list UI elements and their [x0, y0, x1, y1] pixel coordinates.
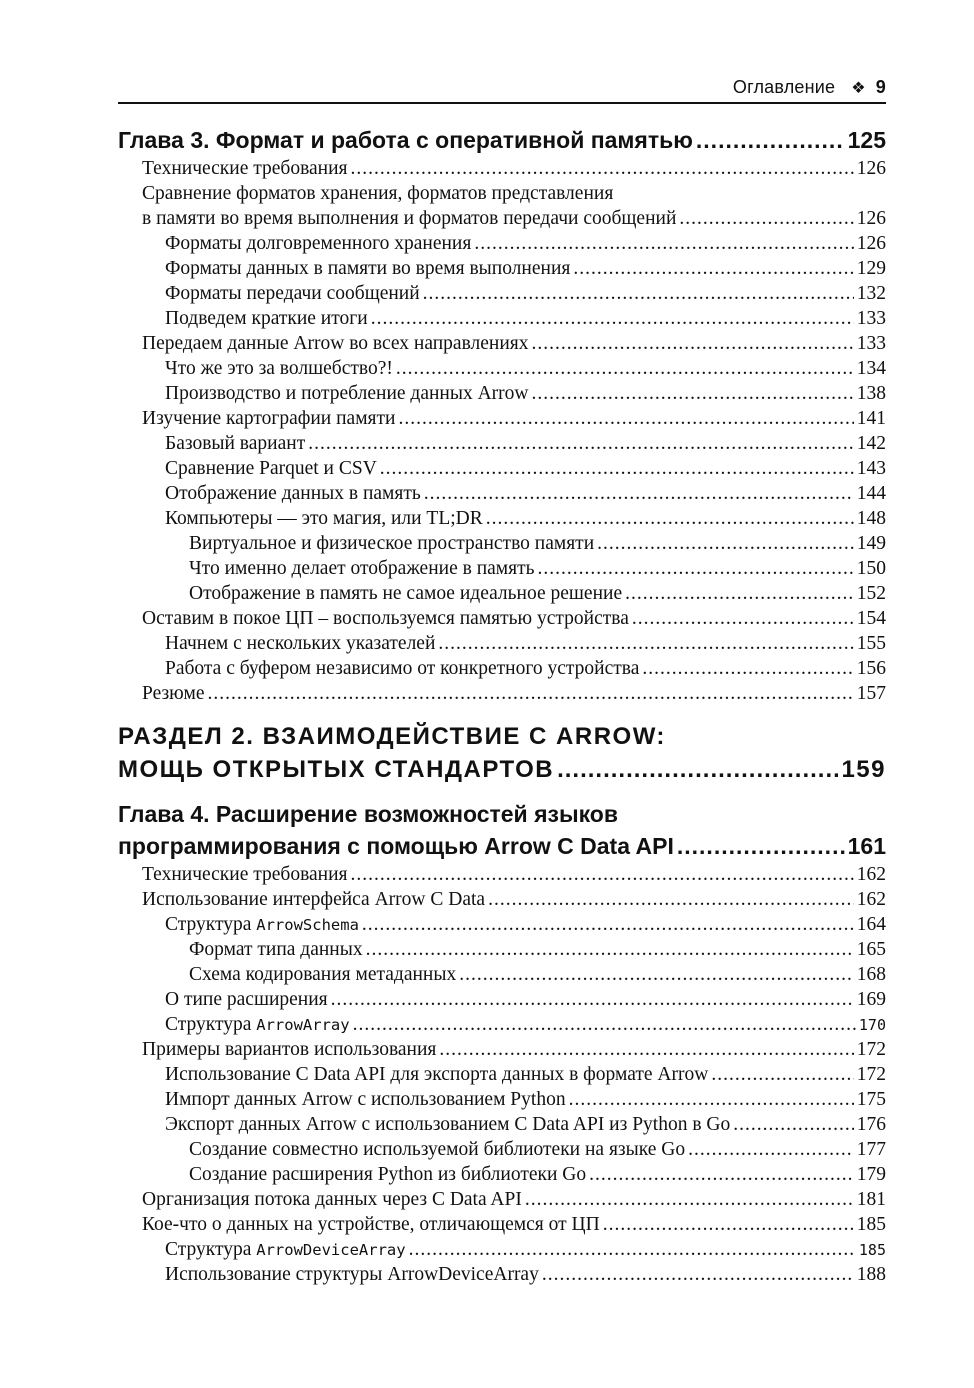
toc-entry[interactable]: [118, 306, 886, 331]
toc-entry-title: Изучение картографии памяти: [142, 408, 396, 429]
toc-entry-title: [165, 1012, 350, 1037]
toc-entry-page: 126: [856, 233, 886, 254]
leader-dots: [625, 581, 854, 606]
leader-dots: [380, 456, 854, 481]
toc-entry[interactable]: [118, 256, 886, 281]
toc-entry-title: [165, 912, 359, 937]
leader-dots: [362, 912, 854, 937]
leader-dots: [353, 1012, 856, 1037]
leader-dots: [557, 753, 838, 786]
toc-entry[interactable]: [118, 1062, 886, 1087]
chapter-4-heading[interactable]: [118, 830, 886, 862]
chapter-3-heading[interactable]: [118, 124, 886, 156]
toc-entry[interactable]: [118, 531, 886, 556]
toc-entry-page: 162: [856, 864, 886, 885]
toc-entry-title: Работа с буфером независимо от конкретного устройства: [165, 658, 640, 679]
header-page-number: 9: [875, 77, 886, 97]
toc-entry[interactable]: [118, 1112, 886, 1137]
toc-entry-page: 152: [856, 583, 886, 604]
leader-dots: [531, 381, 853, 406]
toc-entry[interactable]: [118, 406, 886, 431]
chapter-page: 125: [847, 127, 886, 153]
toc-entry[interactable]: [118, 456, 886, 481]
toc-entry-page: 179: [856, 1164, 886, 1185]
toc-entry-title: Базовый вариант: [165, 433, 306, 454]
toc-entry[interactable]: [118, 681, 886, 706]
toc-entry-prefix: Структура: [165, 914, 257, 935]
leader-dots: [542, 1262, 854, 1287]
toc-entry-page: 133: [856, 333, 886, 354]
toc-entry-title: Отображение данных в память: [165, 483, 421, 504]
leader-dots: [331, 987, 854, 1012]
chapter-title: программирования с помощью Arrow C Data API: [118, 833, 674, 859]
toc-entry[interactable]: [118, 1212, 886, 1237]
leader-dots: [679, 206, 853, 231]
part-page: 159: [841, 756, 886, 783]
toc-entry-page: 176: [856, 1114, 886, 1135]
toc-entry-page: 148: [856, 508, 886, 529]
leader-dots: [308, 431, 854, 456]
leader-dots: [208, 681, 854, 706]
toc-entry-title: Оставим в покое ЦП – воспользуемся памятью устройства: [142, 608, 629, 629]
toc-entry-page: 181: [856, 1189, 886, 1210]
toc-entry-title: Технические требования: [142, 864, 348, 885]
toc-entry[interactable]: [118, 356, 886, 381]
toc-entry[interactable]: [118, 631, 886, 656]
toc-entry[interactable]: [118, 281, 886, 306]
toc-entry-page: 162: [856, 889, 886, 910]
toc-entry-page: 177: [856, 1139, 886, 1160]
toc-entry-title: Начнем с нескольких указателей: [165, 633, 436, 654]
leader-dots: [733, 1112, 853, 1137]
toc-entry-title: в памяти во время выполнения и форматов передачи сообщений: [142, 208, 677, 229]
toc-entry-title: Компьютеры — это магия, или TL;DR: [165, 508, 483, 529]
toc-entry-prefix: Структура: [165, 1239, 257, 1260]
toc-entry-page: 164: [856, 914, 886, 935]
toc-entry-code: ArrowArray: [256, 1016, 350, 1034]
toc-entry-prefix: Структура: [165, 1014, 257, 1035]
toc-entry-page: 143: [856, 458, 886, 479]
toc-entry-page: 168: [856, 964, 886, 985]
toc-entry[interactable]: [118, 1262, 886, 1287]
toc-entry-title: О типе расширения: [165, 989, 328, 1010]
toc-entry-title: Кое-что о данных на устройстве, отличающемся от ЦП: [142, 1214, 600, 1235]
toc-entry[interactable]: [118, 987, 886, 1012]
leader-dots: [677, 830, 845, 862]
leader-dots: [424, 481, 854, 506]
toc-entry[interactable]: [118, 206, 886, 231]
toc-entry-page: 172: [856, 1039, 886, 1060]
toc-entry-page: 129: [856, 258, 886, 279]
toc-entry[interactable]: [118, 1162, 886, 1187]
toc-entry-page: 155: [856, 633, 886, 654]
leader-dots: [351, 156, 854, 181]
toc-entry[interactable]: [118, 656, 886, 681]
toc-entry-page: 165: [856, 939, 886, 960]
toc-entry[interactable]: [118, 156, 886, 181]
toc-entry-code: ArrowSchema: [256, 916, 359, 934]
leader-dots: [696, 124, 845, 156]
toc-entry-title: Создание расширения Python из библиотеки Go: [189, 1164, 587, 1185]
part-title: МОЩЬ ОТКРЫТЫХ СТАНДАРТОВ: [118, 756, 555, 783]
toc-entry-page: 141: [856, 408, 886, 429]
toc-entry-page: 138: [856, 383, 886, 404]
toc-entry[interactable]: [118, 581, 886, 606]
toc-entry-page: 185: [856, 1214, 886, 1235]
leader-dots: [474, 231, 853, 256]
toc-entry-title: Использование структуры ArrowDeviceArray: [165, 1264, 539, 1285]
leader-dots: [459, 962, 854, 987]
toc-entry[interactable]: [118, 506, 886, 531]
toc-entry[interactable]: [118, 862, 886, 887]
leader-dots: [597, 531, 854, 556]
leader-dots: [371, 306, 854, 331]
toc-entry-title: Организация потока данных через C Data API: [142, 1189, 522, 1210]
leader-dots: [569, 1087, 854, 1112]
leader-dots: [538, 556, 854, 581]
toc-entry[interactable]: [118, 1087, 886, 1112]
toc-entry-title: Сравнение Parquet и CSV: [165, 458, 377, 479]
toc-entry-page: 188: [856, 1264, 886, 1285]
toc-entry-title: Форматы данных в памяти во время выполнения: [165, 258, 571, 279]
header-separator-icon: ❖: [851, 80, 866, 97]
toc-entry-page: 126: [856, 208, 886, 229]
leader-dots: [573, 256, 853, 281]
toc-entry-title: Подведем краткие итоги: [165, 308, 368, 329]
toc-entry[interactable]: [118, 1037, 886, 1062]
toc-entry[interactable]: [118, 1137, 886, 1162]
toc-entry-title: Технические требования: [142, 158, 348, 179]
toc-entry[interactable]: [118, 937, 886, 962]
toc-entry-page: 169: [856, 989, 886, 1010]
toc-entry-page: 185: [858, 1241, 886, 1259]
leader-dots: [398, 406, 853, 431]
toc-entry-page: 157: [856, 683, 886, 704]
leader-dots: [642, 656, 853, 681]
toc-entry-title: Что же это за волшебство?!: [165, 358, 393, 379]
leader-dots: [632, 606, 854, 631]
toc-entry-page: 126: [856, 158, 886, 179]
leader-dots: [532, 331, 854, 356]
toc-entry[interactable]: [118, 556, 886, 581]
chapter-page: 161: [847, 833, 886, 859]
toc-entry[interactable]: [118, 481, 886, 506]
table-of-contents: [118, 124, 886, 1287]
toc-entry-title: Форматы передачи сообщений: [165, 283, 420, 304]
toc-entry-page: 170: [858, 1016, 886, 1034]
leader-dots: [488, 887, 854, 912]
leader-dots: [409, 1237, 856, 1262]
toc-entry-title-line1[interactable]: Сравнение форматов хранения, форматов представления: [142, 183, 614, 204]
toc-entry[interactable]: [118, 606, 886, 631]
toc-entry[interactable]: [118, 912, 886, 937]
toc-entry-page: 134: [856, 358, 886, 379]
spacer: [118, 706, 886, 720]
part-2-heading[interactable]: [118, 753, 886, 786]
toc-entry-title: Что именно делает отображение в память: [189, 558, 535, 579]
toc-entry-title: Импорт данных Arrow с использованием Python: [165, 1089, 566, 1110]
toc-entry-title: Схема кодирования метаданных: [189, 964, 457, 985]
toc-entry-page: 142: [856, 433, 886, 454]
toc-entry-code: ArrowDeviceArray: [256, 1241, 406, 1259]
toc-entry-title: Экспорт данных Arrow с использованием C Data API из Python в Go: [165, 1114, 731, 1135]
leader-dots: [603, 1212, 854, 1237]
chapter-4-heading-line1[interactable]: Глава 4. Расширение возможностей языков: [118, 801, 618, 827]
running-header: [118, 76, 886, 104]
toc-entry-title: Примеры вариантов использования: [142, 1039, 437, 1060]
toc-entry-title: Производство и потребление данных Arrow: [165, 383, 529, 404]
leader-dots: [439, 1037, 853, 1062]
leader-dots: [351, 862, 854, 887]
toc-entry[interactable]: [118, 331, 886, 356]
toc-entry-page: 150: [856, 558, 886, 579]
leader-dots: [438, 631, 853, 656]
toc-entry[interactable]: [118, 431, 886, 456]
toc-entry-title: Передаем данные Arrow во всех направлениях: [142, 333, 529, 354]
leader-dots: [486, 506, 854, 531]
part-2-heading-line1[interactable]: РАЗДЕЛ 2. ВЗАИМОДЕЙСТВИЕ С ARROW:: [118, 723, 666, 750]
toc-entry-title: Использование C Data API для экспорта данных в формате Arrow: [165, 1064, 709, 1085]
toc-entry-title: Резюме: [142, 683, 205, 704]
toc-entry-page: 144: [856, 483, 886, 504]
toc-entry-page: 172: [856, 1064, 886, 1085]
toc-entry-title: Создание совместно используемой библиотеки на языке Go: [189, 1139, 686, 1160]
header-section-title: Оглавление: [732, 77, 836, 97]
chapter-title: Глава 3. Формат и работа с оперативной памятью: [118, 127, 693, 153]
leader-dots: [525, 1187, 854, 1212]
leader-dots: [366, 937, 854, 962]
toc-entry-page: 175: [856, 1089, 886, 1110]
toc-entry[interactable]: [118, 381, 886, 406]
toc-entry-page: 133: [856, 308, 886, 329]
toc-entry-page: 156: [856, 658, 886, 679]
toc-entry-page: 154: [856, 608, 886, 629]
toc-entry-title: Формат типа данных: [189, 939, 363, 960]
leader-dots: [711, 1062, 853, 1087]
toc-entry-page: 149: [856, 533, 886, 554]
toc-entry-title: Виртуальное и физическое пространство памяти: [189, 533, 595, 554]
leader-dots: [396, 356, 854, 381]
running-header-text: [733, 77, 886, 98]
toc-entry-title: Использование интерфейса Arrow C Data: [142, 889, 486, 910]
toc-entry-page: 132: [856, 283, 886, 304]
toc-entry[interactable]: [118, 962, 886, 987]
toc-entry[interactable]: [118, 1237, 886, 1262]
toc-entry-title: [165, 1237, 406, 1262]
spacer: [118, 786, 886, 798]
leader-dots: [589, 1162, 854, 1187]
toc-entry-title: Форматы долговременного хранения: [165, 233, 472, 254]
toc-entry[interactable]: [118, 1187, 886, 1212]
leader-dots: [688, 1137, 854, 1162]
toc-entry-title: Отображение в память не самое идеальное решение: [189, 583, 623, 604]
toc-entry[interactable]: [118, 1012, 886, 1037]
leader-dots: [423, 281, 854, 306]
toc-entry[interactable]: [118, 887, 886, 912]
toc-entry[interactable]: [118, 231, 886, 256]
